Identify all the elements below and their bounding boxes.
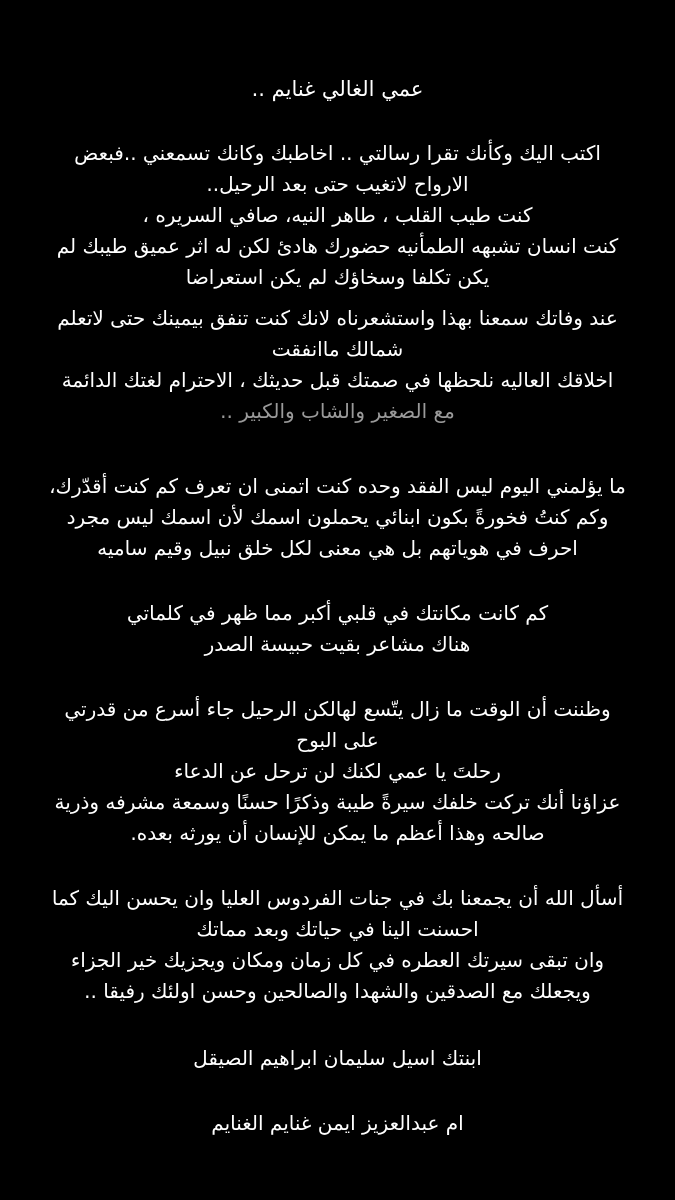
text-line: احسنت الينا في حياتك وبعد مماتك [196, 917, 479, 941]
paragraph-2 [38, 303, 637, 427]
text-line: وكم كنتُ فخورةً بكون ابنائي يحملون اسمك لأن اسمك ليس مجرد [66, 505, 609, 529]
paragraph-4 [38, 598, 637, 660]
signature-mother: ام عبدالعزيز ايمن غنايم الغنايم [211, 1111, 464, 1135]
text-line: وظننت أن الوقت ما زال يتّسع لهالكن الرحيل جاء أسرع من قدرتي [64, 697, 611, 721]
letter-title: عمي الغالي غنايم .. [251, 77, 424, 101]
text-line: وان تبقى سيرتك العطره في كل زمان ومكان ويجزيك خير الجزاء [70, 948, 605, 972]
text-line: كنت انسان تشبهه الطمأنيه حضورك هادئ لكن له اثر عميق طيبك لم [56, 234, 619, 258]
paragraph-1 [38, 138, 637, 293]
paragraph-3 [38, 471, 637, 564]
text-line: اخلاقك العاليه نلحظها في صمتك قبل حديثك ، الاحترام لغتك الدائمة [61, 368, 614, 392]
text-line: احرف في هوياتهم بل هي معنى لكل خلق نبيل وقيم ساميه [97, 536, 578, 560]
text-line: عزاؤنا أنك تركت خلفك سيرةً طيبة وذكرًا حسنًا وسمعة مشرفه وذرية [54, 790, 621, 814]
text-line: رحلتَ يا عمي لكنك لن ترحل عن الدعاء [174, 759, 501, 783]
paragraph-6 [38, 883, 637, 1007]
signature-daughter: ابنتك اسيل سليمان ابراهيم الصيقل [193, 1046, 482, 1070]
text-line: هناك مشاعر بقيت حبيسة الصدر [204, 632, 471, 656]
text-line: اكتب اليك وكأنك تقرا رسالتي .. اخاطبك وكانك تسمعني ..فبعض [74, 141, 601, 165]
text-line: ويجعلك مع الصدقين والشهدا والصالحين وحسن اولئك رفيقا .. [84, 979, 591, 1003]
text-line: يكن تكلفا وسخاؤك لم يكن استعراضا [185, 265, 490, 289]
text-line: الارواح لاتغيب حتى بعد الرحيل.. [206, 172, 469, 196]
text-line: عند وفاتك سمعنا بهذا واستشعرناه لانك كنت تنفق بيمينك حتى لاتعلم [57, 306, 618, 330]
text-line: مع الصغير والشاب والكبير .. [220, 399, 455, 423]
text-line: ما يؤلمني اليوم ليس الفقد وحده كنت اتمنى ان تعرف كم كنت أقدّرك، [49, 474, 626, 498]
text-line: على البوح [296, 728, 379, 752]
text-line: شمالك ماانفقت [271, 337, 404, 361]
text-line: أسأل الله أن يجمعنا بك في جنات الفردوس العليا وان يحسن اليك كما [51, 886, 624, 910]
text-line: كنت طيب القلب ، طاهر النيه، صافي السريره ، [142, 203, 533, 227]
paragraph-5 [38, 694, 637, 849]
text-line: صالحه وهذا أعظم ما يمكن للإنسان أن يورثه بعده. [130, 821, 545, 845]
text-line: كم كانت مكانتك في قلبي أكبر مما ظهر في كلماتي [126, 601, 549, 625]
